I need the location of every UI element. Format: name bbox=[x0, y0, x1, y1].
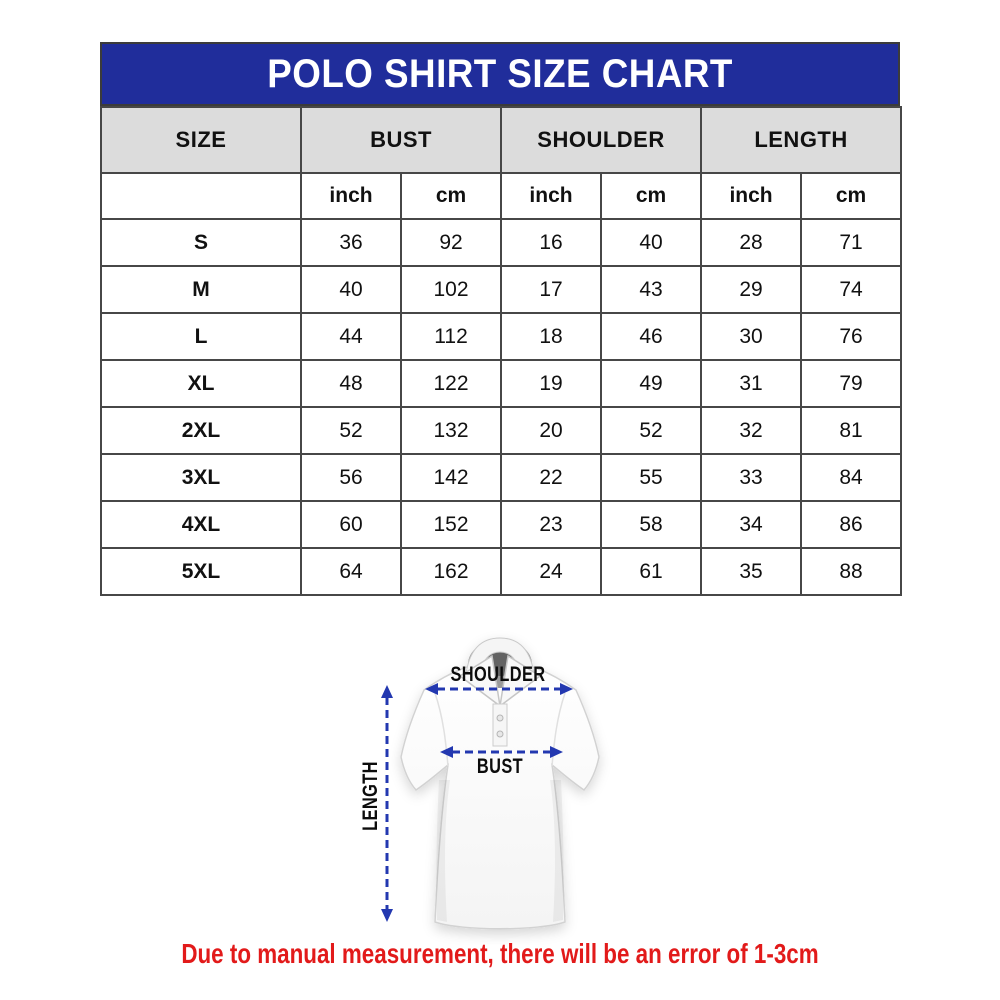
bust-inch-cell: 36 bbox=[301, 219, 401, 266]
length-cm-cell: 81 bbox=[801, 407, 901, 454]
length-cm-cell: 86 bbox=[801, 501, 901, 548]
shoulder-cm-cell: 40 bbox=[601, 219, 701, 266]
shoulder-inch-cell: 18 bbox=[501, 313, 601, 360]
length-inch-cell: 33 bbox=[701, 454, 801, 501]
length-cm-cell: 74 bbox=[801, 266, 901, 313]
group-header-row bbox=[101, 107, 901, 173]
length-cm-cell: 71 bbox=[801, 219, 901, 266]
bust-cm-cell: 102 bbox=[401, 266, 501, 313]
table-row bbox=[101, 407, 901, 454]
length-inch-cell: 35 bbox=[701, 548, 801, 595]
length-cm-cell: 84 bbox=[801, 454, 901, 501]
length-cm-cell: 76 bbox=[801, 313, 901, 360]
shoulder-inch-cell: 22 bbox=[501, 454, 601, 501]
length-cm-cell: 88 bbox=[801, 548, 901, 595]
bust-inch-cell: 60 bbox=[301, 501, 401, 548]
bust-cm-cell: 92 bbox=[401, 219, 501, 266]
shoulder-cm-cell: 52 bbox=[601, 407, 701, 454]
size-cell: M bbox=[101, 266, 301, 313]
shoulder-label: SHOULDER bbox=[450, 663, 546, 686]
bust-label: BUST bbox=[476, 755, 524, 778]
bust-inch-cell: 48 bbox=[301, 360, 401, 407]
shoulder-inch-cell: 16 bbox=[501, 219, 601, 266]
size-cell: S bbox=[101, 219, 301, 266]
table-row bbox=[101, 548, 901, 595]
chart-title-bar bbox=[100, 42, 900, 106]
bust-inch-cell: 64 bbox=[301, 548, 401, 595]
table-row bbox=[101, 313, 901, 360]
shoulder-inch-cell: 17 bbox=[501, 266, 601, 313]
chart-title: POLO SHIRT SIZE CHART bbox=[267, 51, 733, 96]
length-inch-cell: 28 bbox=[701, 219, 801, 266]
bust-cm-cell: 142 bbox=[401, 454, 501, 501]
shoulder-inch-cell: 19 bbox=[501, 360, 601, 407]
bust-inch-cell: 40 bbox=[301, 266, 401, 313]
unit-empty-cell bbox=[101, 173, 301, 219]
unit-bust-cm: cm bbox=[401, 173, 501, 219]
shoulder-cm-cell: 46 bbox=[601, 313, 701, 360]
shoulder-cm-cell: 49 bbox=[601, 360, 701, 407]
button-icon bbox=[497, 731, 503, 737]
length-label: LENGTH bbox=[359, 761, 382, 831]
bust-cm-cell: 152 bbox=[401, 501, 501, 548]
bust-cm-cell: 122 bbox=[401, 360, 501, 407]
bust-cm-cell: 112 bbox=[401, 313, 501, 360]
table-row bbox=[101, 266, 901, 313]
bust-inch-cell: 44 bbox=[301, 313, 401, 360]
bust-cm-cell: 132 bbox=[401, 407, 501, 454]
bust-inch-cell: 52 bbox=[301, 407, 401, 454]
unit-length-inch: inch bbox=[701, 173, 801, 219]
group-header-shoulder: SHOULDER bbox=[501, 107, 701, 173]
shoulder-cm-cell: 43 bbox=[601, 266, 701, 313]
shoulder-inch-cell: 24 bbox=[501, 548, 601, 595]
group-header-size: SIZE bbox=[101, 107, 301, 173]
size-cell: L bbox=[101, 313, 301, 360]
length-inch-cell: 29 bbox=[701, 266, 801, 313]
table-row bbox=[101, 219, 901, 266]
group-header-bust: BUST bbox=[301, 107, 501, 173]
shoulder-cm-cell: 58 bbox=[601, 501, 701, 548]
size-cell: XL bbox=[101, 360, 301, 407]
table-row bbox=[101, 501, 901, 548]
size-cell: 5XL bbox=[101, 548, 301, 595]
length-inch-cell: 34 bbox=[701, 501, 801, 548]
shoulder-cm-cell: 55 bbox=[601, 454, 701, 501]
size-cell: 4XL bbox=[101, 501, 301, 548]
unit-length-cm: cm bbox=[801, 173, 901, 219]
size-table bbox=[100, 106, 902, 596]
shoulder-inch-cell: 20 bbox=[501, 407, 601, 454]
length-cm-cell: 79 bbox=[801, 360, 901, 407]
bust-cm-cell: 162 bbox=[401, 548, 501, 595]
unit-shoulder-inch: inch bbox=[501, 173, 601, 219]
shoulder-inch-cell: 23 bbox=[501, 501, 601, 548]
measurement-note: Due to manual measurement, there will be an error of 1-3cm bbox=[181, 938, 819, 969]
units-row bbox=[101, 173, 901, 219]
shoulder-cm-cell: 61 bbox=[601, 548, 701, 595]
unit-shoulder-cm: cm bbox=[601, 173, 701, 219]
bust-inch-cell: 56 bbox=[301, 454, 401, 501]
table-row bbox=[101, 360, 901, 407]
length-inch-cell: 31 bbox=[701, 360, 801, 407]
length-inch-cell: 32 bbox=[701, 407, 801, 454]
length-inch-cell: 30 bbox=[701, 313, 801, 360]
group-header-length: LENGTH bbox=[701, 107, 901, 173]
size-cell: 2XL bbox=[101, 407, 301, 454]
table-row bbox=[101, 454, 901, 501]
size-cell: 3XL bbox=[101, 454, 301, 501]
shirt-measurement-diagram bbox=[340, 630, 670, 945]
unit-bust-inch: inch bbox=[301, 173, 401, 219]
button-icon bbox=[497, 715, 503, 721]
